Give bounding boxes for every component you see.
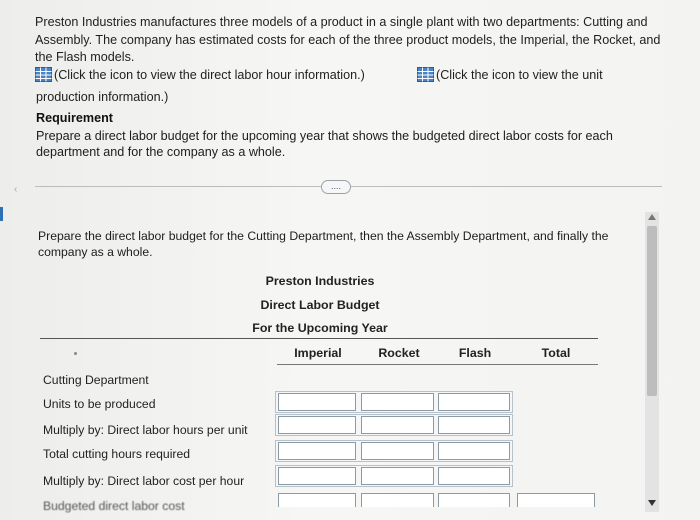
column-header-flash: Flash	[458, 346, 492, 360]
requirement-text: Prepare a direct labor budget for the upcoming year that shows the budgeted direct labor costs for each department and for the company as a whole.	[36, 129, 613, 159]
budgeted-cost-rocket-input[interactable]	[361, 493, 434, 507]
budgeted-cost-total-input[interactable]	[517, 493, 595, 507]
row-label-total-cutting-hours: Total cutting hours required	[43, 447, 191, 461]
cost-per-hour-flash-input[interactable]	[438, 467, 510, 485]
row-label-units-to-be-produced: Units to be produced	[43, 397, 156, 411]
table-icon[interactable]	[35, 67, 52, 82]
unit-production-link[interactable]	[417, 67, 603, 84]
budget-title: Direct Labor Budget	[260, 298, 380, 312]
bullet-dot	[74, 352, 77, 355]
scroll-up-icon[interactable]	[648, 214, 656, 220]
unit-production-link-text[interactable]: (Click the icon to view the unit	[436, 68, 603, 82]
column-header-imperial: Imperial	[294, 346, 342, 360]
budgeted-cost-imperial-input[interactable]	[278, 493, 356, 507]
company-name: Preston Industries	[265, 274, 375, 288]
units-rocket-input[interactable]	[361, 393, 434, 411]
column-header-rocket: Rocket	[378, 346, 420, 360]
units-imperial-input[interactable]	[278, 393, 356, 411]
hours-per-unit-imperial-input[interactable]	[278, 416, 356, 434]
budget-period: For the Upcoming Year	[252, 321, 388, 335]
header-rule	[40, 338, 598, 339]
instruction-text: Prepare the direct labor budget for the Cutting Department, then the Assembly Department, and finally the company as a whole.	[38, 229, 609, 259]
direct-labor-hour-link[interactable]	[35, 67, 365, 84]
scrollbar[interactable]	[645, 212, 659, 512]
total-hours-rocket-input[interactable]	[361, 442, 434, 460]
cost-per-hour-rocket-input[interactable]	[361, 467, 434, 485]
total-hours-imperial-input[interactable]	[278, 442, 356, 460]
budgeted-cost-flash-input[interactable]	[438, 493, 510, 507]
direct-labor-hour-link-text[interactable]: (Click the icon to view the direct labor hour information.)	[54, 68, 365, 82]
scroll-down-icon[interactable]	[648, 500, 656, 506]
active-marker	[0, 207, 3, 221]
total-hours-flash-input[interactable]	[438, 442, 510, 460]
cost-per-hour-imperial-input[interactable]	[278, 467, 356, 485]
row-label-labor-hours-per-unit: Multiply by: Direct labor hours per unit	[43, 423, 248, 437]
requirement-title: Requirement	[36, 111, 113, 125]
table-icon[interactable]	[417, 67, 434, 82]
expand-more-button[interactable]: ....	[321, 180, 351, 194]
column-header-rule	[277, 364, 598, 365]
row-label-labor-cost-per-hour: Multiply by: Direct labor cost per hour	[43, 474, 245, 488]
column-header-total: Total	[541, 346, 571, 360]
row-label-budgeted-labor-cost: Budgeted direct labor cost	[43, 499, 185, 513]
collapse-left-icon[interactable]: ‹	[14, 184, 18, 195]
problem-intro: Preston Industries manufactures three models of a product in a single plant with two departments: Cutting and Assembly. The company has estimated costs for each of the three product models, the Imperial, the Rocket, and the Flash models.	[35, 15, 661, 64]
scroll-thumb[interactable]	[647, 226, 657, 396]
unit-production-link-continued[interactable]: production information.)	[36, 90, 169, 104]
row-label-cutting-department: Cutting Department	[43, 373, 149, 387]
hours-per-unit-flash-input[interactable]	[438, 416, 510, 434]
units-flash-input[interactable]	[438, 393, 510, 411]
hours-per-unit-rocket-input[interactable]	[361, 416, 434, 434]
